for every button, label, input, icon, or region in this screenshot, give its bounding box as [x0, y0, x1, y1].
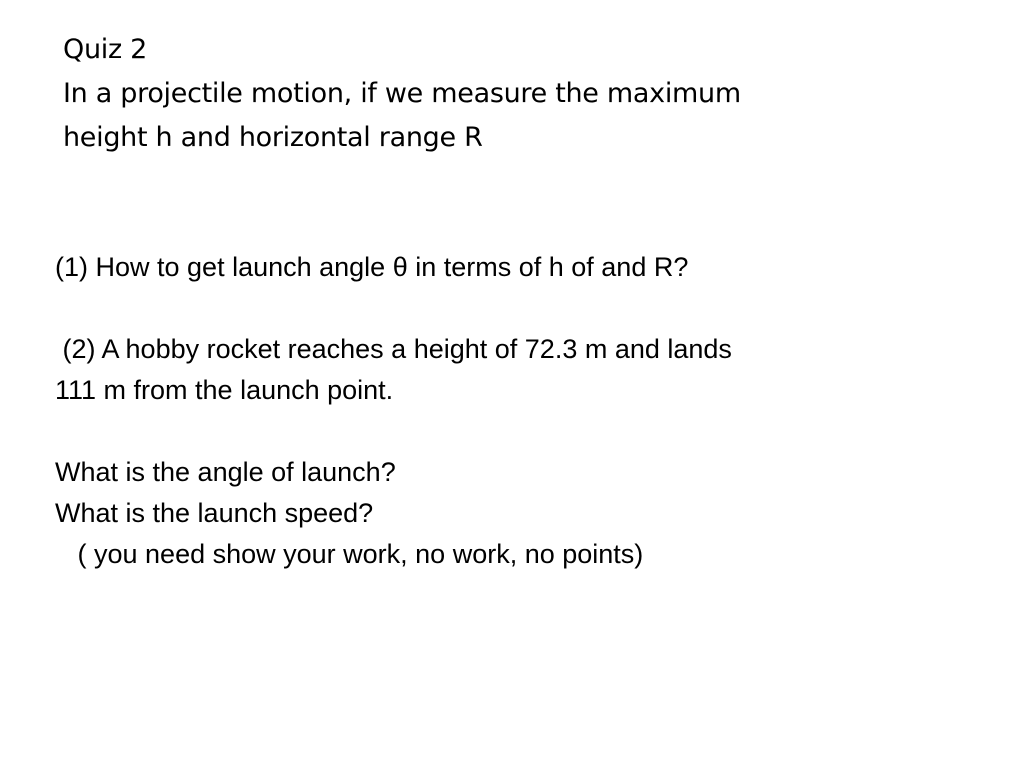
question-2-line-2: 111 m from the launch point.	[55, 375, 394, 405]
title-line-1: In a projectile motion, if we measure the maximum	[63, 78, 741, 109]
quiz-label: Quiz 2	[63, 34, 147, 65]
slide-title	[63, 28, 963, 160]
question-2-line-1: (2) A hobby rocket reaches a height of 72.3 m and lands	[55, 334, 732, 364]
ask-launch-angle: What is the angle of launch?	[55, 457, 396, 487]
question-body	[55, 247, 955, 575]
ask-launch-speed: What is the launch speed?	[55, 498, 374, 528]
spacer	[55, 411, 955, 452]
work-note: ( you need show your work, no work, no points)	[55, 539, 644, 569]
spacer	[55, 288, 955, 329]
title-line-2: height h and horizontal range R	[63, 122, 483, 153]
question-1: (1) How to get launch angle θ in terms of h of and R?	[55, 252, 689, 282]
